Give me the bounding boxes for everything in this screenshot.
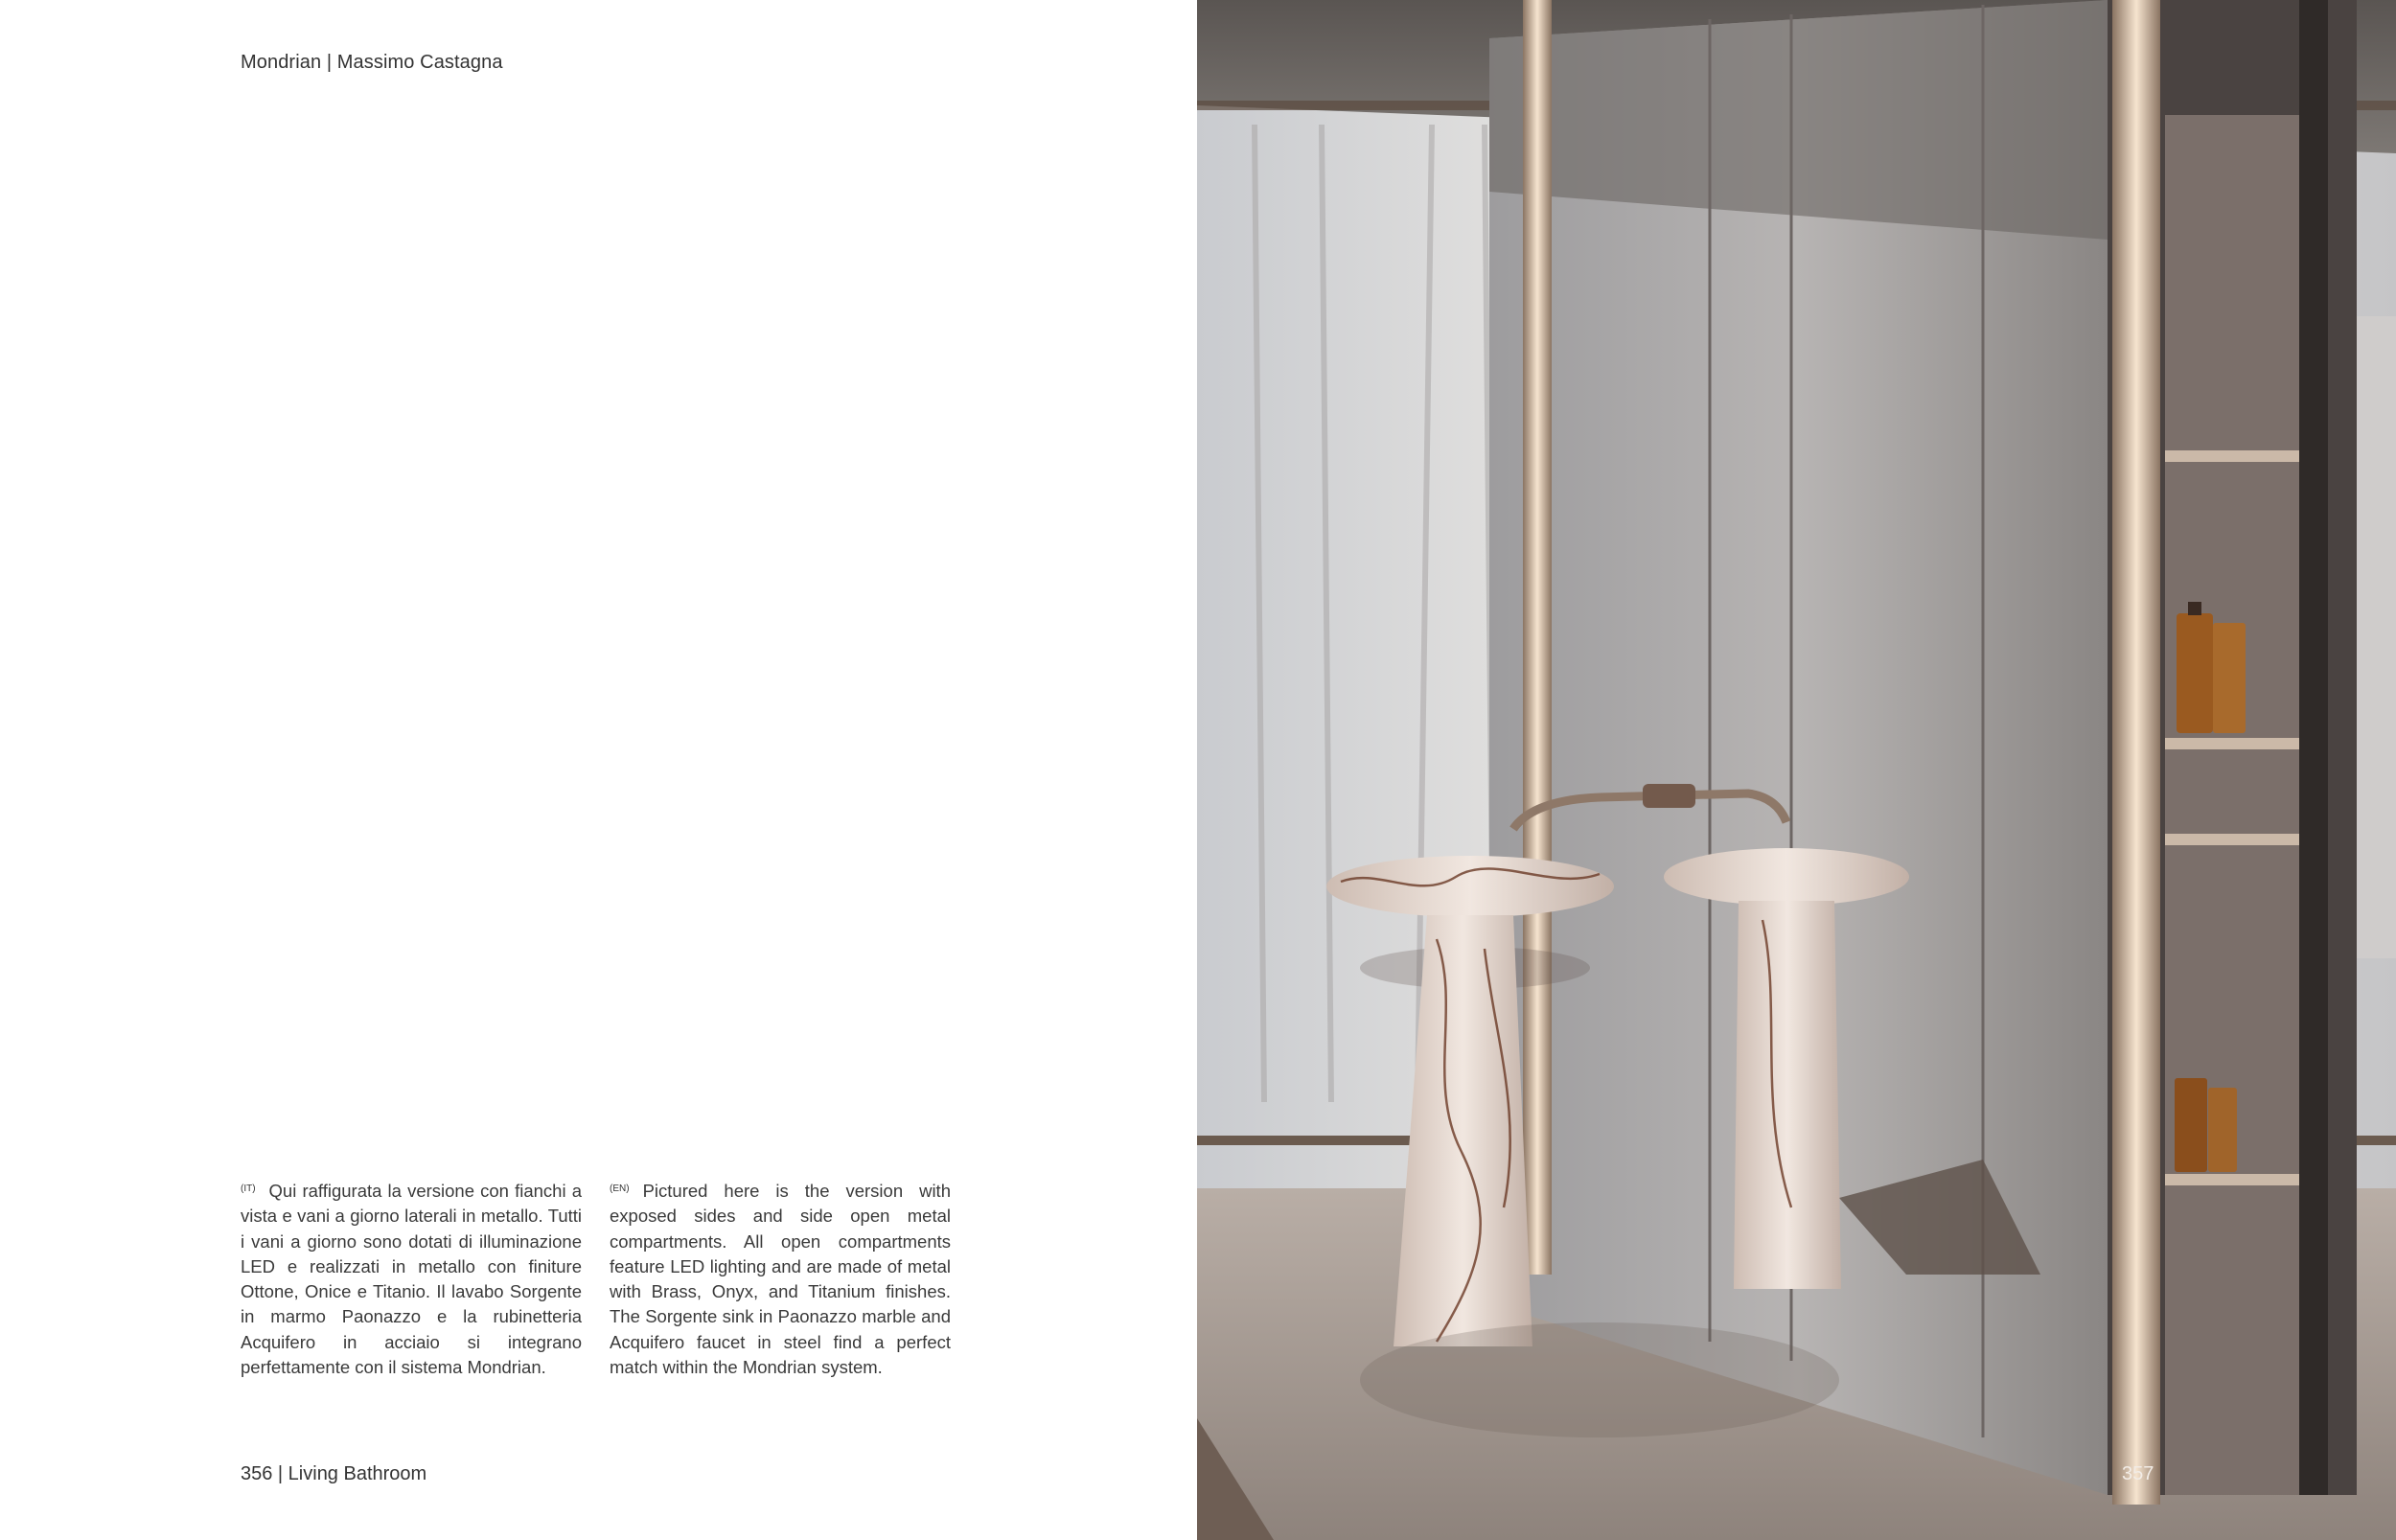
lang-tag-en: (EN): [610, 1184, 630, 1194]
page-number-right: 357: [2122, 1463, 2154, 1484]
right-page: [1197, 0, 2396, 1540]
lang-tag-it: (IT): [241, 1184, 256, 1194]
english-text-column: [610, 1177, 951, 1380]
running-header: Mondrian | Massimo Castagna: [241, 52, 503, 73]
page-footer-left: 356 | Living Bathroom: [241, 1463, 427, 1484]
italian-description: Qui raffigurata la versione con fianchi a vista e vani a giorno laterali in metallo. Tutti i vani a giorno sono dotati di illuminazione LED e realizzati in metallo con finiture Ottone, Onice e Titanio. Il lavabo Sorgente in marmo Paonazzo e la rubinetteria Acquifero in acciaio si integrano perfettamente con il sistema Mondrian.: [241, 1181, 582, 1378]
bathroom-photo: [1197, 0, 2396, 1540]
left-page: [0, 0, 1197, 1540]
italian-text-column: [241, 1177, 582, 1380]
english-description: Pictured here is the version with exposed sides and side open metal compartments. All open compartments feature LED lighting and are made of metal with Brass, Onyx, and Titanium finishes. The Sorgente sink in Paonazzo marble and Acquifero faucet in steel find a perfect match within the Mondrian system.: [610, 1181, 951, 1378]
